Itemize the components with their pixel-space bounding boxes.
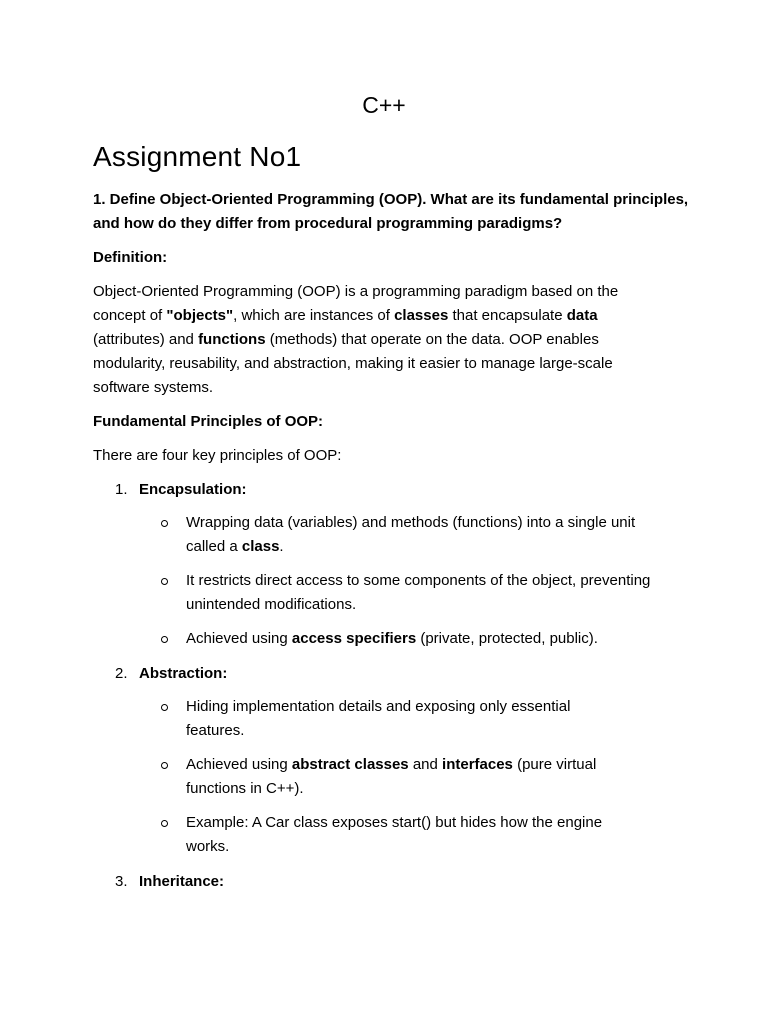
bullet-circle-icon [161, 636, 168, 643]
principles-intro: There are four key principles of OOP: [93, 447, 342, 464]
list-item-title: Inheritance: [139, 873, 225, 890]
list-bullet: It restricts direct access to some components of the object, preventing unintended modifications. [186, 572, 651, 613]
bullet-circle-icon [161, 762, 168, 769]
list-bullet: Wrapping data (variables) and methods (functions) into a single unit called a class. [186, 514, 636, 555]
question-text: 1. Define Object-Oriented Programming (OOP). What are its fundamental principles, and how do they differ from procedural programming paradigms? [93, 191, 689, 232]
bullet-circle-icon [161, 520, 168, 527]
list-item-number: 2. [115, 665, 128, 682]
list-item-title: Encapsulation: [139, 481, 247, 498]
subject-heading: C++ [362, 92, 406, 118]
bullet-circle-icon [161, 820, 168, 827]
assignment-title: Assignment No1 [93, 141, 302, 172]
list-item-title: Abstraction: [139, 665, 228, 682]
list-bullet: Hiding implementation details and exposing only essential features. [186, 698, 571, 739]
bullet-circle-icon [161, 704, 168, 711]
list-bullet: Example: A Car class exposes start() but hides how the engine works. [186, 814, 603, 855]
list-item-number: 3. [115, 873, 128, 890]
list-bullet: Achieved using abstract classes and interfaces (pure virtual functions in C++). [186, 756, 597, 797]
definition-paragraph: Object-Oriented Programming (OOP) is a programming paradigm based on the concept of "objects", which are instances of classes that encapsulate data (attributes) and functions (methods) that operate on the data. OOP enables modularity, reusability, and abstraction, making it easier to manage large-scale software systems. [93, 283, 619, 396]
list-bullet: Achieved using access specifiers (private, protected, public). [186, 630, 598, 647]
bullet-circle-icon [161, 578, 168, 585]
principles-heading: Fundamental Principles of OOP: [93, 413, 324, 430]
definition-heading: Definition: [93, 249, 168, 266]
list-item-number: 1. [115, 481, 128, 498]
